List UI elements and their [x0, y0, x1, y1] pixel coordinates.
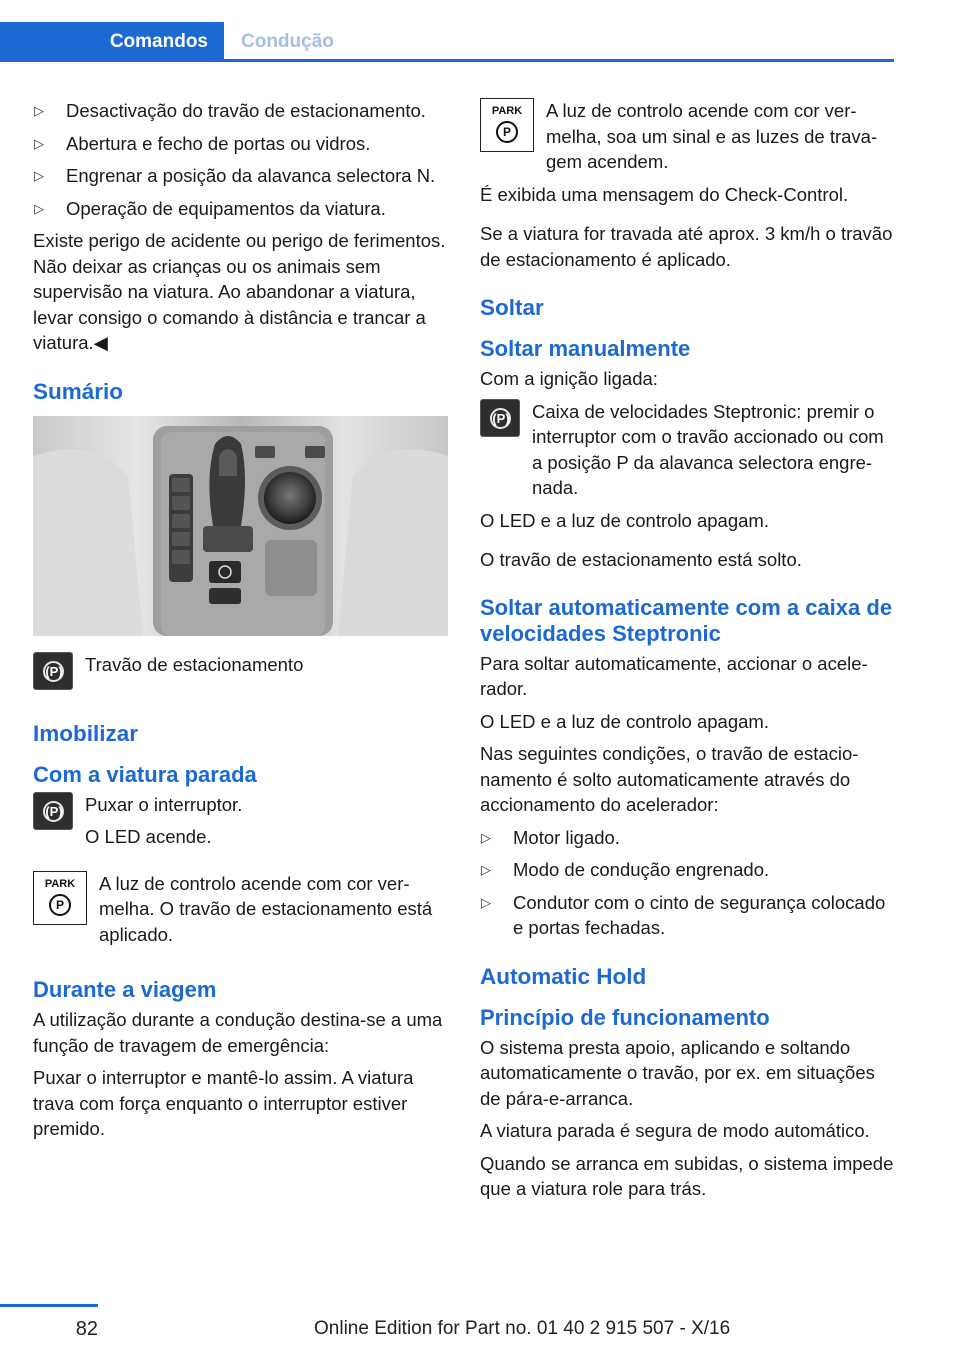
center-console-illustration: [33, 416, 448, 636]
heading-soltar-manual: Soltar manualmente: [480, 336, 691, 361]
bullet-triangle-icon: ▷: [34, 103, 44, 118]
bullet-triangle-icon: ▷: [34, 200, 44, 216]
park-indicator-row: [480, 98, 895, 175]
manual-icon-text: Caixa de velocidades Steptronic: premir o interruptor com o travão accionado ou com a posição P da alavanca selectora engrenada.: [532, 400, 884, 498]
viagem-paragraph-2: Puxar o interruptor e mantê-lo assim. A viatura trava com força enquanto o interruptor estiver premido.: [33, 1067, 414, 1139]
hold-paragraph-1: O sistema presta apoio, aplicando e soltando automaticamente o travão, por ex. em situações de pára-e-arranca.: [480, 1036, 875, 1109]
park-indicator-text: A luz de controlo acende com cor vermelha. O travão de estacionamento está aplicado.: [99, 872, 433, 945]
parking-brake-switch-icon: (P): [480, 399, 520, 437]
section-tabbar: [0, 22, 894, 62]
manual-paragraph-3: O travão de estacionamento está solto.: [480, 549, 802, 570]
parada-icon-row: [33, 792, 448, 857]
heading-viatura-parada: Com a viatura parada: [33, 761, 257, 787]
right-column: [480, 98, 895, 1209]
hold-paragraph-3: Quando se arranca em subidas, o sistema impede que a viatura role para trás.: [480, 1152, 894, 1199]
parking-brake-switch-icon: (P): [33, 652, 73, 690]
heading-automatic-hold: Automatic Hold: [480, 963, 647, 989]
heading-sumario: Sumário: [33, 378, 124, 404]
list-item: ▷ Engrenar a posição da alavanca selectora N.: [33, 163, 448, 189]
heading-soltar-auto: Soltar automaticamente com a caixa de velocidades Steptronic: [480, 594, 893, 646]
parada-line-1: Puxar o interruptor.: [85, 793, 243, 815]
heading-imobilizar: Imobilizar: [33, 720, 139, 746]
list-item: ▷ Abertura e fecho de portas ou vidros.: [33, 131, 448, 157]
parking-brake-switch-icon: (P): [33, 792, 73, 830]
heading-durante-viagem: Durante a viagem: [33, 977, 217, 1002]
warning-text: Existe perigo de acidente ou perigo de ferimentos. Não deixar as crianças ou os animais sem supervisão na viatura. Ao abandonar a viatura, levar consigo o comando à distância e trancar a viatura.◀: [33, 230, 446, 353]
heading-soltar: Soltar: [480, 295, 544, 320]
park-indicator-icon: PARK P: [480, 98, 534, 152]
auto-paragraph-1: Para soltar automaticamente, accionar o acelerador.: [480, 652, 868, 699]
auto-paragraph-3: Nas seguintes condições, o travão de estacionamento é solto automaticamente através do accionamento do acelerador:: [480, 743, 859, 815]
bullet-triangle-icon: ▷: [481, 894, 491, 910]
heading-principio: Princípio de funcionamento: [480, 1004, 770, 1030]
viagem-paragraph-1: A utilização durante a condução destina-se a uma função de travagem de emergência:: [33, 1009, 443, 1056]
list-item: ▷ Operação de equipamentos da viatura.: [33, 196, 448, 222]
list-item: ▷ Condutor com o cinto de segurança colocado e portas fechadas.: [481, 891, 886, 938]
list-item: ▷ Motor ligado.: [480, 825, 895, 851]
parking-brake-icon-row: [33, 652, 448, 690]
park-indicator-text: A luz de controlo acende com cor vermelha, soa um sinal e as luzes de travagem acendem.: [546, 100, 878, 172]
auto-paragraph-2: O LED e a luz de controlo apagam.: [480, 710, 769, 732]
parada-line-2: O LED acende.: [85, 826, 212, 847]
hold-paragraph-2: A viatura parada é segura de modo automático.: [480, 1120, 870, 1141]
left-column: [33, 98, 448, 1149]
tab-conducao[interactable]: Condução: [241, 31, 334, 52]
speed-brake-text: Se a viatura for travada até aprox. 3 km/h o travão de estacionamento é aplicado.: [480, 223, 893, 270]
manual-paragraph-1: Com a ignição ligada:: [480, 368, 658, 389]
photo-caption: Travão de estacionamento: [85, 653, 304, 675]
manual-paragraph-2: O LED e a luz de controlo apagam.: [480, 509, 769, 531]
bullet-list: [480, 825, 895, 941]
tab-comandos[interactable]: Comandos: [0, 22, 224, 62]
list-item: ▷ Modo de condução engrenado.: [480, 857, 895, 883]
bullet-triangle-icon: ▷: [34, 168, 44, 183]
park-indicator-icon: PARK P: [33, 871, 87, 925]
manual-icon-row: [480, 399, 895, 501]
footer-accent-line: [0, 1304, 98, 1307]
bullet-triangle-icon: ▷: [481, 862, 491, 877]
check-control-text: É exibida uma mensagem do Check-Control.: [480, 183, 849, 205]
bullet-list: [33, 98, 448, 221]
list-item: ▷ Desactivação do travão de estacionamento.: [33, 98, 448, 124]
bullet-triangle-icon: ▷: [481, 829, 491, 845]
park-indicator-row: [33, 871, 448, 948]
page-number: 82: [75, 1318, 98, 1340]
edition-line: Online Edition for Part no. 01 40 2 915 507 - X/16: [314, 1318, 731, 1339]
bullet-triangle-icon: ▷: [34, 135, 44, 151]
console-photo: [33, 416, 448, 636]
